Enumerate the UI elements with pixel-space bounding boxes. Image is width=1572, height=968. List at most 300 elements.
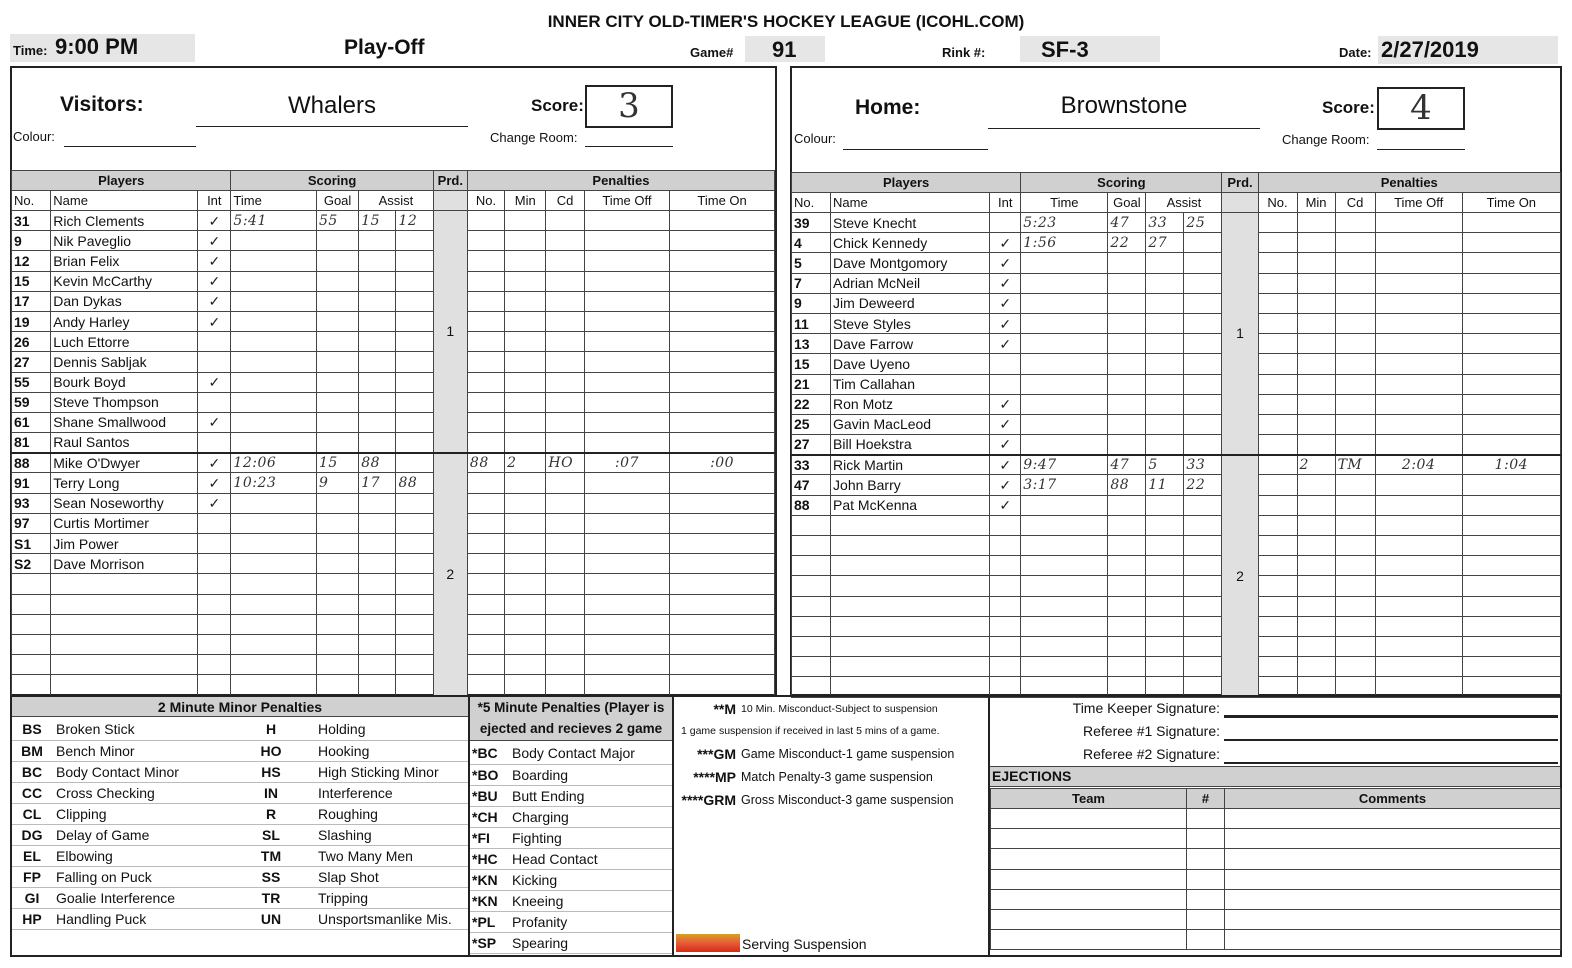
minor-penalties-title: 2 Minute Minor Penalties <box>12 697 468 717</box>
assist-1 <box>1146 293 1184 313</box>
goal-scorer <box>1108 515 1146 535</box>
score-row <box>12 271 775 291</box>
penalty-time-on <box>1462 616 1560 636</box>
timekeeper-signature-line[interactable] <box>1224 715 1558 718</box>
penalty-description: Charging <box>508 806 672 827</box>
assist-2 <box>1184 435 1222 455</box>
penalty-code: BS <box>12 719 52 740</box>
penalty-minutes <box>505 311 546 331</box>
ejection-comment[interactable] <box>1225 869 1561 889</box>
ejection-comment[interactable] <box>1225 930 1561 950</box>
assist-2 <box>1184 293 1222 313</box>
player-name <box>51 574 198 594</box>
assist-2 <box>396 291 433 311</box>
penalty-player-no <box>1258 495 1297 515</box>
player-number: 47 <box>792 475 831 495</box>
assist-1 <box>1146 596 1184 616</box>
player-initial-check <box>990 354 1021 374</box>
goal-time <box>1021 414 1108 434</box>
penalty-time-on <box>1462 233 1560 253</box>
penalty-code: HO <box>546 453 584 473</box>
score-row <box>792 394 1561 414</box>
assist-1 <box>1146 657 1184 677</box>
penalty-player-no <box>467 433 504 453</box>
ejection-team[interactable] <box>991 809 1187 829</box>
score-row <box>12 412 775 432</box>
penalty-player-no <box>1258 233 1297 253</box>
player-initial-check: ✓ <box>198 372 231 392</box>
goal-time <box>1021 636 1108 656</box>
col-min: Min <box>505 191 546 211</box>
player-name: Steve Thompson <box>51 392 198 412</box>
misconduct-list <box>676 698 988 811</box>
player-initial-check: ✓ <box>198 251 231 271</box>
penalty-minutes <box>1297 657 1335 677</box>
goal-time <box>231 554 317 574</box>
penalty-player-no <box>467 534 504 554</box>
penalty-code <box>1335 435 1375 455</box>
penalty-time-on <box>1462 657 1560 677</box>
home-label: Home: <box>855 96 921 119</box>
col-name: Name <box>51 191 198 211</box>
assist-2 <box>396 493 433 513</box>
ejection-comment[interactable] <box>1225 829 1561 849</box>
player-name: Ron Motz <box>831 394 990 414</box>
goal-scorer <box>1108 334 1146 354</box>
penalty-time-on <box>1462 576 1560 596</box>
minor-penalty-row <box>12 887 468 908</box>
major-penalty-row <box>470 932 672 953</box>
penalty-time-off <box>1375 213 1462 233</box>
assist-2 <box>1184 313 1222 333</box>
goal-scorer <box>316 655 358 675</box>
penalty-code <box>1335 636 1375 656</box>
goal-scorer <box>1108 556 1146 576</box>
penalty-code: *KN <box>470 890 508 911</box>
score-row <box>792 233 1561 253</box>
penalty-minutes <box>505 493 546 513</box>
player-initial-check <box>198 513 231 533</box>
penalty-player-no <box>1258 213 1297 233</box>
penalty-player-no <box>467 554 504 574</box>
goal-scorer <box>316 271 358 291</box>
penalty-code: SL <box>228 824 314 845</box>
penalty-player-no <box>467 352 504 372</box>
penalty-player-no <box>1258 636 1297 656</box>
goal-time <box>1021 354 1108 374</box>
player-initial-check <box>990 213 1021 233</box>
player-initial-check <box>990 636 1021 656</box>
assist-2: 33 <box>1184 455 1222 475</box>
assist-1 <box>1146 636 1184 656</box>
score-row <box>792 354 1561 374</box>
score-row <box>12 655 775 675</box>
assist-2 <box>1184 253 1222 273</box>
penalty-player-no <box>467 251 504 271</box>
col-time-off: Time Off <box>584 191 670 211</box>
assist-1 <box>1146 414 1184 434</box>
penalty-minutes <box>1297 677 1335 697</box>
goal-time: 3:17 <box>1021 475 1108 495</box>
goal-time <box>231 251 317 271</box>
penalty-minutes <box>1297 536 1335 556</box>
goal-scorer <box>1108 313 1146 333</box>
col-pen-no: No. <box>467 191 504 211</box>
penalty-minutes <box>1297 616 1335 636</box>
ejection-team[interactable] <box>991 889 1187 909</box>
penalty-player-no <box>467 574 504 594</box>
score-row <box>792 213 1561 233</box>
assist-1 <box>359 513 396 533</box>
goal-time: 10:23 <box>231 473 317 493</box>
penalty-code <box>1335 293 1375 313</box>
penalty-code <box>546 291 584 311</box>
legend-divider-2 <box>672 697 674 955</box>
penalty-player-no <box>467 412 504 432</box>
ejection-number[interactable] <box>1187 889 1225 909</box>
assist-2 <box>1184 677 1222 697</box>
player-number: 27 <box>792 435 831 455</box>
player-number <box>792 636 831 656</box>
penalty-minutes <box>505 291 546 311</box>
player-initial-check <box>990 515 1021 535</box>
assist-2 <box>1184 515 1222 535</box>
goal-time <box>1021 495 1108 515</box>
penalty-minutes <box>1297 414 1335 434</box>
player-name <box>831 616 990 636</box>
penalty-description: Slashing <box>314 824 468 845</box>
goal-time <box>231 372 317 392</box>
player-number: 9 <box>792 293 831 313</box>
minor-penalty-row <box>12 803 468 824</box>
assist-1 <box>359 412 396 432</box>
penalty-minutes <box>505 251 546 271</box>
player-initial-check <box>990 576 1021 596</box>
player-number <box>12 614 51 634</box>
period-marker: 1 <box>1222 213 1258 455</box>
penalty-minutes <box>1297 213 1335 233</box>
referee2-signature-line[interactable] <box>1224 762 1558 764</box>
player-name: Chick Kennedy <box>831 233 990 253</box>
major-penalties-title <box>470 697 672 741</box>
goal-time <box>231 655 317 675</box>
penalty-code <box>1335 213 1375 233</box>
player-name: Steve Knecht <box>831 213 990 233</box>
penalty-minutes <box>505 372 546 392</box>
assist-1: 88 <box>359 453 396 473</box>
score-row <box>792 455 1561 475</box>
penalty-time-off <box>1375 253 1462 273</box>
penalty-time-on <box>1462 556 1560 576</box>
goal-scorer <box>316 574 358 594</box>
penalty-time-off <box>584 332 670 352</box>
penalty-player-no <box>1258 515 1297 535</box>
ejection-number[interactable] <box>1187 930 1225 950</box>
player-number: S1 <box>12 534 51 554</box>
penalty-minutes <box>1297 576 1335 596</box>
assist-2 <box>396 392 433 412</box>
penalty-time-off <box>1375 293 1462 313</box>
player-name <box>831 596 990 616</box>
player-name: Rick Martin <box>831 455 990 475</box>
player-name: Adrian McNeil <box>831 273 990 293</box>
assist-2 <box>396 554 433 574</box>
penalty-time-on <box>1462 596 1560 616</box>
ejections-title: EJECTIONS <box>992 768 1072 784</box>
score-row <box>792 616 1561 636</box>
period-marker: 2 <box>1222 455 1258 697</box>
penalty-player-no <box>1258 657 1297 677</box>
serving-suspension-swatch <box>676 934 740 952</box>
ejection-team[interactable] <box>991 930 1187 950</box>
player-number: 21 <box>792 374 831 394</box>
penalty-minutes <box>505 614 546 634</box>
score-row <box>12 493 775 513</box>
penalty-time-off <box>584 655 670 675</box>
goal-scorer <box>1108 636 1146 656</box>
penalty-minutes <box>1297 394 1335 414</box>
player-initial-check: ✓ <box>198 311 231 331</box>
penalty-description: Falling on Puck <box>52 866 228 887</box>
goal-scorer <box>1108 596 1146 616</box>
penalty-minutes <box>505 271 546 291</box>
player-name <box>51 655 198 675</box>
player-initial-check: ✓ <box>990 334 1021 354</box>
assist-2 <box>1184 616 1222 636</box>
score-row <box>12 311 775 331</box>
player-name: Dan Dykas <box>51 291 198 311</box>
penalty-time-off <box>584 554 670 574</box>
assist-2: 88 <box>396 473 433 493</box>
home-colour-label: Colour: <box>794 131 836 146</box>
home-room-label: Change Room: <box>1282 132 1370 147</box>
goal-time <box>1021 677 1108 697</box>
score-row <box>792 253 1561 273</box>
ejection-team[interactable] <box>991 829 1187 849</box>
player-initial-check <box>198 675 231 695</box>
penalty-code <box>546 574 584 594</box>
goal-time <box>1021 576 1108 596</box>
ejection-team[interactable] <box>991 849 1187 869</box>
assist-2 <box>396 675 433 695</box>
col-pen-no: No. <box>1258 193 1297 213</box>
player-number: 97 <box>12 513 51 533</box>
ejection-number[interactable] <box>1187 809 1225 829</box>
penalty-time-on <box>670 231 775 251</box>
player-initial-check <box>990 536 1021 556</box>
penalty-code: BC <box>12 761 52 782</box>
goal-scorer <box>1108 374 1146 394</box>
ejection-number[interactable] <box>1187 829 1225 849</box>
penalty-minutes <box>505 574 546 594</box>
ejections-bar <box>990 766 1560 787</box>
penalty-time-on <box>670 594 775 614</box>
score-row <box>792 556 1561 576</box>
referee1-signature-line[interactable] <box>1224 739 1558 741</box>
penalty-minutes <box>505 231 546 251</box>
player-initial-check: ✓ <box>198 493 231 513</box>
penalty-player-no <box>1258 354 1297 374</box>
assist-1 <box>1146 273 1184 293</box>
score-row <box>12 372 775 392</box>
penalty-time-off <box>584 271 670 291</box>
assist-1 <box>359 271 396 291</box>
player-initial-check: ✓ <box>198 412 231 432</box>
penalty-minutes <box>505 392 546 412</box>
penalty-time-on <box>670 493 775 513</box>
major-penalty-row <box>470 764 672 785</box>
penalty-code: TM <box>1335 455 1375 475</box>
goal-time <box>231 534 317 554</box>
period-marker: 1 <box>433 211 467 453</box>
assist-1: 5 <box>1146 455 1184 475</box>
assist-2 <box>396 372 433 392</box>
penalty-minutes <box>1297 596 1335 616</box>
ejection-comment[interactable] <box>1225 849 1561 869</box>
penalty-code: *FI <box>470 827 508 848</box>
col-goal: Goal <box>316 191 358 211</box>
ejection-comment[interactable] <box>1225 909 1561 929</box>
goal-scorer: 22 <box>1108 233 1146 253</box>
score-row <box>792 475 1561 495</box>
player-name: Dennis Sabljak <box>51 352 198 372</box>
penalty-code: TR <box>228 887 314 908</box>
penalty-code <box>1335 253 1375 273</box>
penalty-description: Delay of Game <box>52 824 228 845</box>
penalty-code <box>1335 495 1375 515</box>
game-number: 91 <box>772 37 797 62</box>
goal-scorer: 88 <box>1108 475 1146 495</box>
penalty-time-on <box>1462 334 1560 354</box>
assist-2 <box>1184 596 1222 616</box>
ejection-number[interactable] <box>1187 849 1225 869</box>
penalty-time-off <box>1375 495 1462 515</box>
assist-1 <box>359 291 396 311</box>
misconduct-code: ****MP <box>693 768 736 785</box>
player-number <box>12 675 51 695</box>
goal-time <box>1021 556 1108 576</box>
ejection-team[interactable] <box>991 869 1187 889</box>
penalty-time-on <box>1462 273 1560 293</box>
ejection-number[interactable] <box>1187 909 1225 929</box>
assist-1 <box>1146 435 1184 455</box>
penalty-description: Bench Minor <box>52 740 228 761</box>
penalty-code <box>1335 354 1375 374</box>
penalty-code <box>546 392 584 412</box>
player-number: 4 <box>792 233 831 253</box>
player-name: Dave Uyeno <box>831 354 990 374</box>
score-row <box>12 574 775 594</box>
home-score: 4 <box>1377 87 1465 130</box>
major-penalty-row <box>470 827 672 848</box>
goal-time <box>231 291 317 311</box>
score-row <box>12 614 775 634</box>
penalty-minutes <box>1297 556 1335 576</box>
penalty-minutes <box>1297 495 1335 515</box>
score-row <box>792 334 1561 354</box>
player-initial-check <box>198 392 231 412</box>
player-initial-check <box>990 616 1021 636</box>
player-name: Curtis Mortimer <box>51 513 198 533</box>
assist-1: 17 <box>359 473 396 493</box>
player-name: Pat McKenna <box>831 495 990 515</box>
penalty-description: Body Contact Minor <box>52 761 228 782</box>
minor-penalty-row <box>12 782 468 803</box>
ejection-row <box>991 829 1561 849</box>
assist-1 <box>1146 394 1184 414</box>
penalty-player-no <box>1258 576 1297 596</box>
minor-penalties-table <box>12 719 468 930</box>
ejection-comment[interactable] <box>1225 809 1561 829</box>
player-number: 9 <box>12 231 51 251</box>
ejection-number[interactable] <box>1187 869 1225 889</box>
penalty-minutes <box>1297 475 1335 495</box>
misconduct-code: **M <box>713 701 736 717</box>
ejection-row <box>991 889 1561 909</box>
penalty-code <box>1335 657 1375 677</box>
assist-1 <box>359 352 396 372</box>
assist-2 <box>396 634 433 654</box>
goal-time <box>1021 253 1108 273</box>
score-row <box>12 453 775 473</box>
penalty-code: DG <box>12 824 52 845</box>
penalty-time-on <box>1462 495 1560 515</box>
assist-2 <box>1184 556 1222 576</box>
penalty-time-off <box>584 634 670 654</box>
penalty-minutes <box>1297 313 1335 333</box>
penalty-player-no <box>467 493 504 513</box>
minor-penalty-row <box>12 845 468 866</box>
player-name: Mike O'Dwyer <box>51 453 198 473</box>
referee1-signature-label: Referee #1 Signature: <box>1083 723 1220 739</box>
penalty-time-off <box>1375 677 1462 697</box>
player-initial-check: ✓ <box>990 394 1021 414</box>
assist-2 <box>1184 374 1222 394</box>
ejection-comment[interactable] <box>1225 889 1561 909</box>
penalty-player-no <box>467 271 504 291</box>
player-name: Jim Power <box>51 534 198 554</box>
misconduct-row <box>676 765 988 788</box>
major-penalty-row <box>470 806 672 827</box>
visitors-score-label: Score: <box>531 96 584 115</box>
ejection-row <box>991 909 1561 929</box>
col-time: Time <box>231 191 317 211</box>
player-initial-check: ✓ <box>198 453 231 473</box>
col-no: No. <box>792 193 831 213</box>
penalty-time-off <box>584 473 670 493</box>
goal-scorer <box>1108 536 1146 556</box>
player-name: Andy Harley <box>51 311 198 331</box>
goal-scorer <box>316 614 358 634</box>
assist-2 <box>396 614 433 634</box>
player-number: 31 <box>12 211 51 231</box>
col-assist: Assist <box>359 191 434 211</box>
penalty-description: Goalie Interference <box>52 887 228 908</box>
penalty-player-no <box>1258 273 1297 293</box>
goal-scorer <box>316 675 358 695</box>
assist-1 <box>1146 576 1184 596</box>
player-initial-check <box>198 554 231 574</box>
score-row <box>12 675 775 695</box>
home-score-label: Score: <box>1322 98 1375 117</box>
penalty-minutes <box>1297 515 1335 535</box>
goal-scorer <box>1108 657 1146 677</box>
ejection-team[interactable] <box>991 909 1187 929</box>
score-row <box>12 554 775 574</box>
penalty-minutes <box>1297 233 1335 253</box>
penalty-code: *PL <box>470 911 508 932</box>
penalty-description: Kneeing <box>508 890 672 911</box>
